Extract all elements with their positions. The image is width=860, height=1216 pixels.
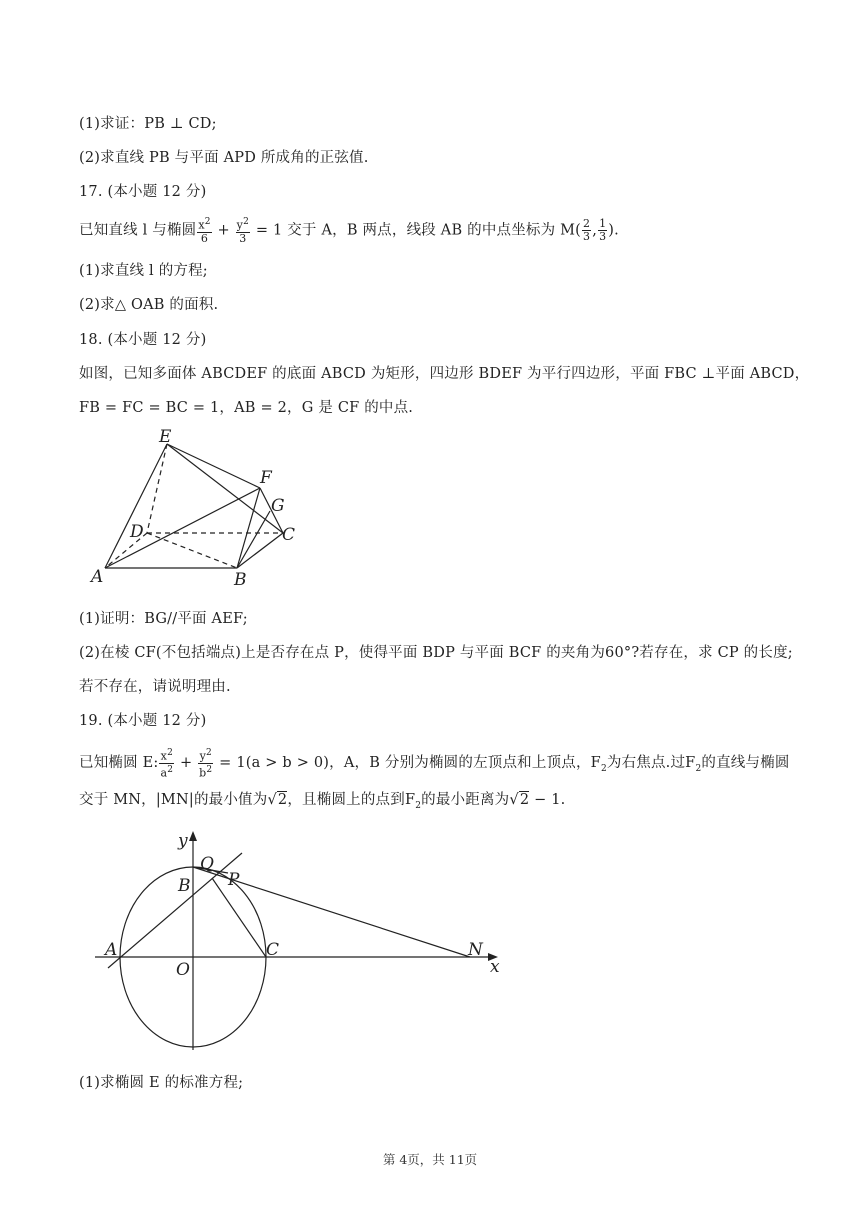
p17-header: 17. (本小题 12 分) bbox=[79, 184, 207, 200]
label-A: A bbox=[105, 940, 118, 960]
p17-question-1: (1)求直线 l 的方程; bbox=[79, 263, 208, 279]
p19-stem-1c: 为右焦点.过F bbox=[606, 755, 696, 772]
label-B: B bbox=[234, 570, 247, 590]
p19-question-1: (1)求椭圆 E 的标准方程; bbox=[79, 1075, 244, 1091]
label-B: B bbox=[178, 876, 191, 896]
label-C: C bbox=[282, 525, 296, 545]
label-N: N bbox=[468, 940, 483, 960]
fraction-1-3: $\frac{1}{3}$ bbox=[599, 216, 607, 243]
p18-stem-1: 如图，已知多面体 ABCDEF 的底面 ABCD 为矩形，四边形 BDEF 为平行四边形，平面 FBC ⊥平面 ABCD， bbox=[79, 366, 810, 382]
p19-stem-2a: 交于 MN，|MN|的最小值为 bbox=[79, 792, 268, 808]
p17-stem-b: 交于 A，B 两点，线段 AB 的中点坐标为 M( bbox=[287, 222, 582, 239]
label-Q: Q bbox=[200, 854, 214, 874]
p19-stem-2d: − 1. bbox=[534, 792, 566, 808]
p16-question-2: (2)求直线 PB 与平面 APD 所成角的正弦值. bbox=[79, 150, 369, 166]
p19-stem-2b: ，且椭圆上的点到F bbox=[287, 792, 416, 808]
label-O: O bbox=[176, 960, 190, 980]
p19-header: 19. (本小题 12 分) bbox=[79, 713, 207, 729]
p18-stem-2: FB = FC = BC = 1，AB = 2，G 是 CF 的中点. bbox=[79, 400, 414, 416]
label-D: D bbox=[130, 522, 144, 542]
label-E: E bbox=[159, 427, 172, 447]
label-P: P bbox=[228, 870, 240, 890]
label-y: y bbox=[178, 831, 188, 851]
p19-stem-2: 交于 MN，|MN|的最小值为√2，且椭圆上的点到$F_2$的最小距离为√2 − 1. bbox=[79, 792, 566, 811]
p19-stem-1d: 的直线与椭圆 bbox=[701, 755, 790, 772]
fraction-y2-b2: $\frac{y^2}{b^2}$ bbox=[199, 748, 213, 780]
p18-question-2a: (2)在棱 CF(不包括端点)上是否存在点 P，使得平面 BDP 与平面 BCF 的夹角为60°?若存在，求 CP 的长度; bbox=[79, 645, 793, 661]
page-footer: 第 4页，共 11页 bbox=[382, 1152, 478, 1167]
p19-stem-1: 已知椭圆 E: $\frac{x^2}{a^2}$ + $\frac{y^2}{b^2}$ = 1(a > b > 0)，A，B 分别为椭圆的左顶点和上顶点，$F_2$为右焦点.过$F_2$的直线与椭圆 bbox=[79, 748, 790, 780]
ellipse-figure bbox=[90, 825, 510, 1060]
fraction-2-3: $\frac{2}{3}$ bbox=[583, 216, 591, 243]
p17-stem: 已知直线 l 与椭圆 $\frac{x^2}{6}$ + $\frac{y^2}{3}$ = 1 交于 A，B 两点，线段 AB 的中点坐标为 M( $\frac{2}{3}$ , $\frac{1}{3}$ ). bbox=[79, 216, 619, 245]
label-F: F bbox=[260, 468, 272, 488]
p19-stem-1b: = 1(a > b > 0)，A，B 分别为椭圆的左顶点和上顶点，F bbox=[219, 755, 601, 772]
label-C: C bbox=[266, 940, 280, 960]
fraction-y2-3: $\frac{y^2}{3}$ bbox=[236, 217, 250, 245]
p18-question-1: (1)证明：BG//平面 AEF; bbox=[79, 611, 248, 627]
p18-header: 18. (本小题 12 分) bbox=[79, 332, 207, 348]
p17-stem-a: 已知直线 l 与椭圆 bbox=[79, 222, 197, 239]
label-A: A bbox=[91, 567, 104, 587]
label-x: x bbox=[490, 957, 500, 977]
fraction-x2-a2: $\frac{x^2}{a^2}$ bbox=[160, 748, 174, 780]
p17-question-2: (2)求△ OAB 的面积. bbox=[79, 297, 219, 313]
p18-question-2b: 若不存在，请说明理由. bbox=[79, 679, 231, 695]
polyhedron-figure bbox=[85, 425, 315, 590]
p19-stem-1a: 已知椭圆 E: bbox=[79, 755, 159, 772]
label-G: G bbox=[271, 496, 285, 516]
p16-question-1: (1)求证：PB ⊥ CD; bbox=[79, 116, 217, 132]
p19-stem-2c: 的最小距离为 bbox=[421, 792, 510, 808]
fraction-x2-6: $\frac{x^2}{6}$ bbox=[198, 217, 211, 245]
